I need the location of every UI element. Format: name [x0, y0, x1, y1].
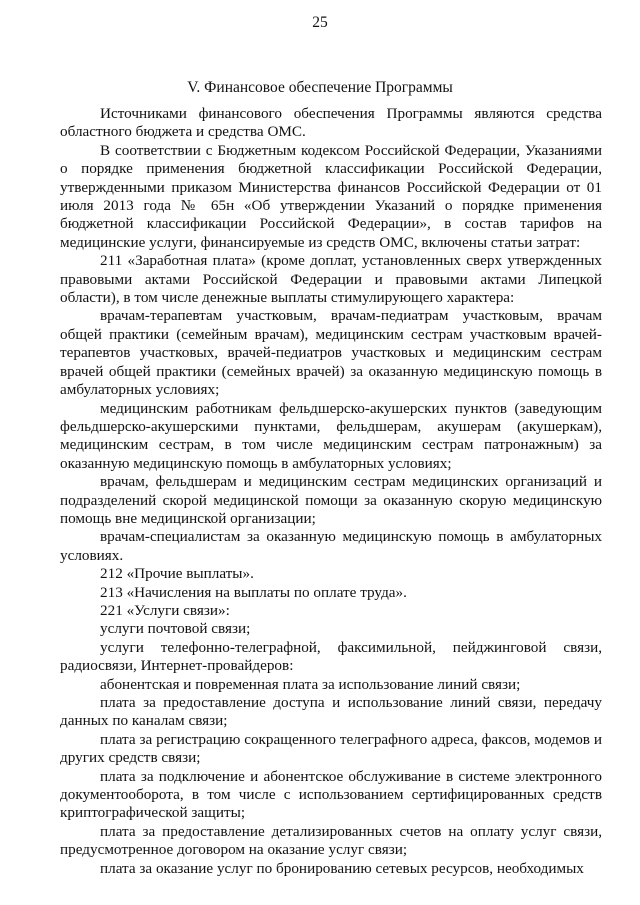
- paragraph-211-salary: 211 «Заработная плата» (кроме доплат, установленных сверх утвержденных правовыми актами Российской Федерации и правовыми актами Липецкой области), в том числе денежные выплаты стимулирующего характера:: [60, 252, 602, 307]
- paragraph-postal: услуги почтовой связи;: [100, 620, 251, 638]
- paragraph-budget-code: В соответствии с Бюджетным кодексом Российской Федерации, Указаниями о порядке применения бюджетной классификации Российской Федерации, утвержденными приказом Министерства финансов Российской Федерации от 01 июля 2013 года № 65н «Об утверждении Указаний о порядке применения бюджетной классификации Российской Федерации», в состав тарифов на медицинские услуги, финансируемые из средств ОМС, включены статьи затрат:: [60, 141, 602, 251]
- paragraph-telecom: услуги телефонно-телеграфной, факсимильной, пейджинговой связи, радиосвязи, Интернет-провайдеров:: [60, 638, 602, 675]
- paragraph-subscription-fee: абонентская и повременная плата за использование линий связи;: [100, 675, 521, 693]
- paragraph-221: 221 «Услуги связи»:: [100, 601, 230, 619]
- paragraph-212: 212 «Прочие выплаты».: [100, 565, 254, 583]
- paragraph-registration: плата за регистрацию сокращенного телеграфного адреса, факсов, модемов и других средств связи;: [60, 730, 602, 767]
- paragraph-fap-workers: медицинским работникам фельдшерско-акушерских пунктов (заведующим фельдшерско-акушерскими пунктами, фельдшерам, акушерам (акушеркам), медицинским сестрам, в том числе медицинским сестрам патронажным) за оказанную медицинскую помощь в амбулаторных условиях;: [60, 399, 602, 472]
- paragraph-ambulance: врачам, фельдшерам и медицинским сестрам медицинских организаций и подразделений скорой медицинской помощи за оказанную скорую медицинскую помощь вне медицинской организации;: [60, 473, 602, 527]
- paragraph-edo: плата за подключение и абонентское обслуживание в системе электронного документооборота, в том числе с использованием сертифицированных средств криптографической защиты;: [60, 767, 602, 822]
- paragraph-network-booking: плата за оказание услуг по бронированию сетевых ресурсов, необходимых: [100, 859, 584, 877]
- document-body: [60, 105, 602, 878]
- paragraph-line-access: плата за предоставление доступа и использование линий связи, передачу данных по каналам связи;: [60, 694, 602, 730]
- paragraph-detailed-bills: плата за предоставление детализированных счетов на оплату услуг связи, предусмотренное договором на оказание услуг связи;: [60, 822, 602, 859]
- paragraph-specialists: врачам-специалистам за оказанную медицинскую помощь в амбулаторных условиях.: [60, 528, 602, 564]
- page-number: 25: [312, 14, 328, 31]
- paragraph-213: 213 «Начисления на выплаты по оплате труда».: [100, 583, 407, 601]
- paragraph-district-doctors: врачам-терапевтам участковым, врачам-педиатрам участковым, врачам общей практики (семейным врачам), медицинским сестрам участковым врачей-терапевтов участковых, врачей-педиатров участковых и медицинским сестрам врачей общей практики (семейных врачей) за оказанную медицинскую помощь в амбулаторных условиях;: [60, 307, 602, 399]
- section-title: V. Финансовое обеспечение Программы: [187, 79, 453, 96]
- paragraph-funding-sources: Источниками финансового обеспечения Программы являются средства областного бюджета и средства ОМС.: [60, 105, 602, 141]
